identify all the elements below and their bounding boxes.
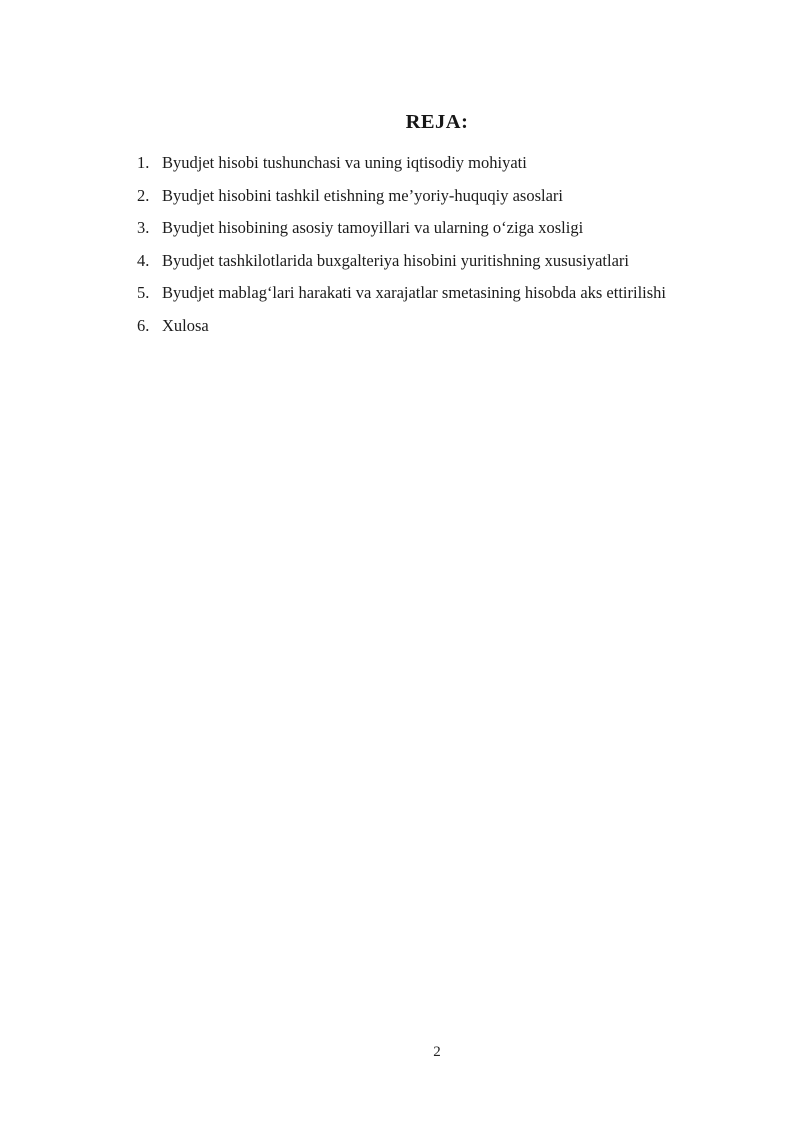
list-item-number: 5. bbox=[137, 283, 150, 303]
list-item bbox=[137, 245, 737, 278]
list-item-number: 1. bbox=[137, 153, 150, 172]
list-item bbox=[137, 277, 737, 310]
list-item-text: Byudjet hisobini tashkil etishning me’yoriy-huquqiy asoslari bbox=[162, 185, 564, 205]
list-item-number: 3. bbox=[137, 218, 150, 238]
list-item bbox=[137, 147, 737, 180]
page-number: 2 bbox=[433, 1044, 441, 1060]
plan-list bbox=[137, 147, 737, 343]
list-item-number: 2. bbox=[137, 185, 150, 205]
list-item-text: Byudjet hisobining asosiy tamoyillari va ularning o‘ziga xosligi bbox=[162, 218, 584, 238]
list-item-text: Byudjet hisobi tushunchasi va uning iqtisodiy mohiyati bbox=[162, 153, 527, 172]
list-item-text: Xulosa bbox=[162, 315, 209, 335]
list-item-text: Byudjet mablag‘lari harakati va xarajatlar smetasining hisobda aks ettirilishi bbox=[162, 283, 667, 303]
list-item bbox=[137, 180, 737, 213]
page-title: REJA: bbox=[405, 111, 469, 133]
list-item-text: Byudjet tashkilotlarida buxgalteriya hisobini yuritishning xususiyatlari bbox=[162, 250, 629, 270]
list-item-number: 6. bbox=[137, 315, 150, 335]
list-item-number: 4. bbox=[137, 250, 150, 270]
list-item bbox=[137, 310, 737, 343]
list-item bbox=[137, 212, 737, 245]
document-content bbox=[137, 0, 737, 1131]
